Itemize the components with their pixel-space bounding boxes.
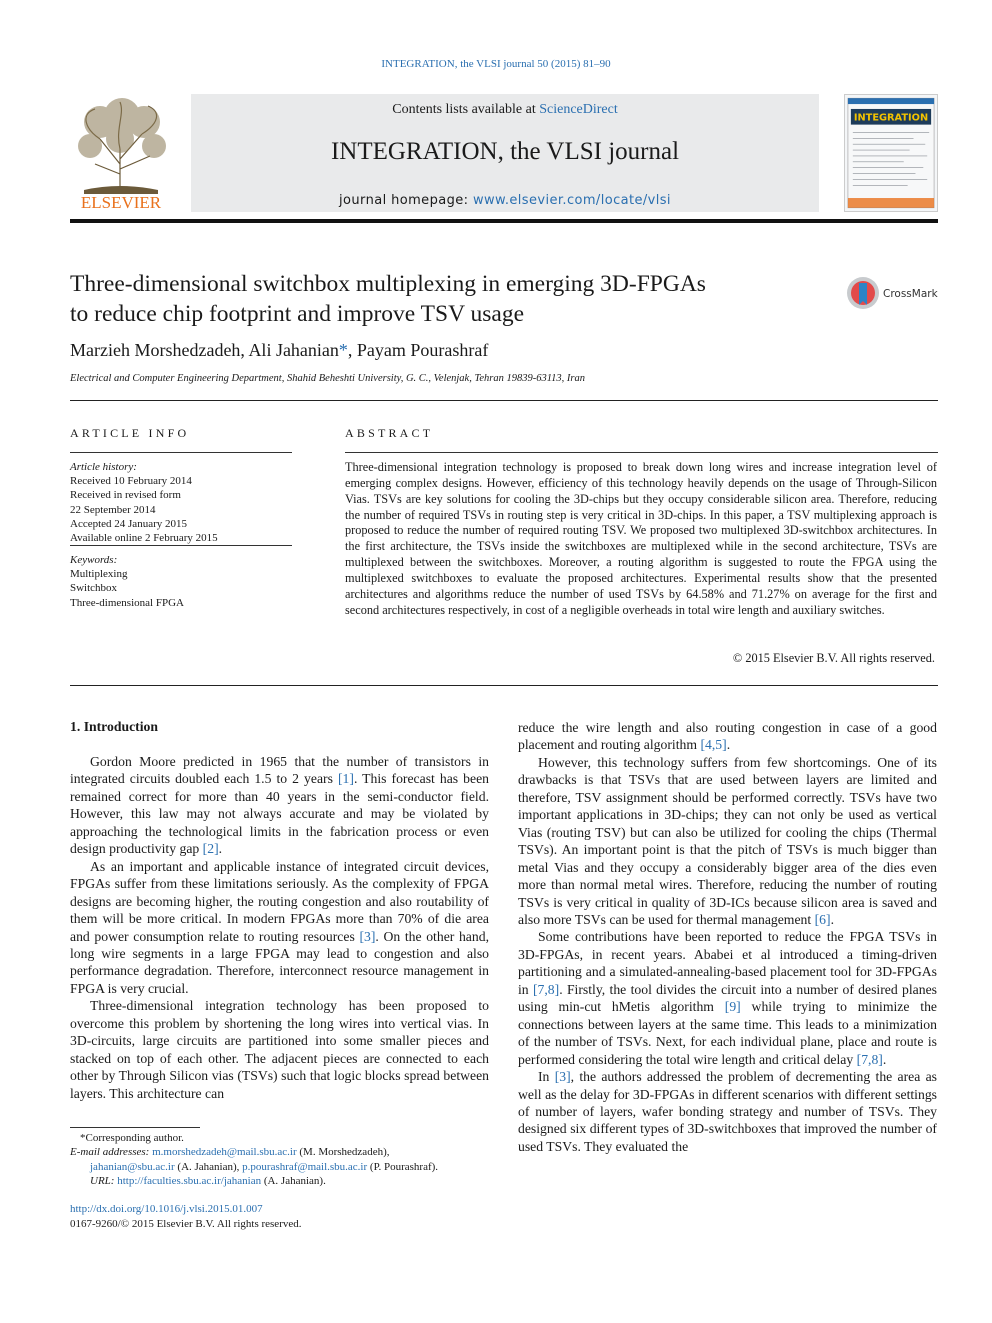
citation-link[interactable]: [1] — [337, 771, 354, 787]
footnotes — [70, 1131, 490, 1189]
intro-paragraph-4: However, this technology suffers from few shortcomings. One of its drawbacks is that TSVs that are used between layers are limited and therefore, TSV assignment should be performed correctly. TSVs have two important applications in 3D-chips; they can not only be used as vertical Vias (routing TSV) but can also be utilized for cooling the chips (Thermal TSVs). An important point is that the pitch of TSVs is much bigger than metal Vias and they occupy a considerably bigger area of the dies even more than normal metal wires. Therefore, reducing the number of routing TSVs is very critical in quality of 3D-ICs because silicon area is saved and also more TSVs can be used for thermal management [6]. — [518, 754, 937, 927]
author-name: , Payam Pourashraf — [347, 340, 489, 360]
body-column-right — [518, 719, 937, 1155]
abstract-heading: ABSTRACT — [345, 426, 434, 440]
title-line-2: to reduce chip footprint and improve TSV usage — [70, 301, 525, 327]
journal-cover-thumbnail-icon[interactable] — [844, 94, 938, 212]
intro-paragraph-5: Some contributions have been reported to reduce the FPGA TSVs in 3D-FPGAs, in recent years. Ababei et al introduced a timing-driven partitioning and a simulated-annealing-based placement tool for 3D-FPGAs in [7,8]. Firstly, the tool divides the circuit into a number of desired planes using min-cut hMetis algorithm [9] while trying to minimize the connections between layers at the same time. This leads to a minimization of the number of TSVs. Next, for each individual plane, place and route is performed considering the total wire length and critical delay [7,8]. — [518, 929, 937, 1067]
title-line-1: Three-dimensional switchbox multiplexing in emerging 3D-FPGAs — [70, 271, 706, 297]
running-head[interactable]: INTEGRATION, the VLSI journal 50 (2015) 81–90 — [381, 58, 611, 70]
email-addresses: E-mail addresses: m.morshedzadeh@mail.sbu.ac.ir (M. Morshedzadeh), jahanian@sbu.ac.ir (A. Jahanian), p.pourashraf@mail.sbu.ac.ir (P. Pourashraf). — [70, 1146, 439, 1173]
article-history — [70, 460, 292, 545]
article-info-rule-top — [70, 452, 292, 453]
elsevier-wordmark: ELSEVIER — [80, 193, 162, 212]
journal-masthead — [70, 94, 938, 212]
intro-paragraph-6: In [3], the authors addressed the problem of decrementing the area as well as the delay for 3D-FPGAs in different scenarios with different settings of number of layers, wafer bonding strategy and number of TSVs. They designed six different types of 3D-switchboxes that improved the number of used TSVs. They evaluated the — [518, 1069, 937, 1154]
intro-paragraph-1: Gordon Moore predicted in 1965 that the number of transistors in integrated circuits doubled each 1.5 to 2 years [1]. This forecast has been remained correct for more than 40 years in the semi-conductor field. However, this law may not always accurate and may be violated by approaching the technological limits in the fabrication process or even design productivity gap [2]. — [70, 754, 489, 857]
keyword-item: Three-dimensional FPGA — [70, 596, 184, 609]
keyword-item: Switchbox — [70, 582, 118, 595]
author-url: URL: http://faculties.sbu.ac.ir/jahanian (A. Jahanian). — [90, 1175, 326, 1188]
intro-paragraph-2: As an important and applicable instance of integrated circuit devices, FPGAs suffer from these limitations seriously. As the complexity of FPGA designs are becoming higher, the routing congestion and also routability of them will be more critical. In modern FPGAs more than 70% of die area and power consumption relate to routing resources [3]. On the other hand, long wire segments in a large FPGA may lead to congestion and also performance degradation. Therefore, interconnect resource management in FPGA is very crucial. — [70, 858, 489, 996]
abstract-rule — [345, 452, 938, 453]
abstract-divider — [70, 685, 938, 686]
issn-line: 0167-9260/© 2015 Elsevier B.V. All rights reserved. — [70, 1217, 302, 1230]
contents-prefix: Contents lists available at — [392, 102, 540, 117]
crossmark-label: CrossMark — [883, 288, 938, 300]
footnote-rule — [70, 1127, 200, 1128]
history-item: Received 10 February 2014 — [70, 475, 192, 488]
affiliation: Electrical and Computer Engineering Department, Shahid Beheshti University, G. C., Velenjak, Tehran 19839-63113, Iran — [70, 373, 586, 384]
keyword-item: Multiplexing — [70, 568, 128, 581]
article-info-rule-mid — [70, 545, 292, 546]
email-link[interactable]: jahanian@sbu.ac.ir — [90, 1160, 175, 1173]
citation-link[interactable]: [4,5] — [700, 737, 727, 753]
header-divider — [70, 400, 938, 401]
masthead-rule — [70, 219, 938, 223]
keywords-label: Keywords: — [70, 554, 118, 566]
article-history-label: Article history: — [70, 461, 137, 473]
abstract-text: Three-dimensional integration technology is proposed to break down long wires and increase integration level of emerging complex designs. However, efficiency of this technology heavily depends on the usage of Through-Silicon Vias. TSVs are key solutions for cooling the 3D-chips but they occupy considerable silicon area. Therefore, reducing the number of required TSVs in routing step is very critical in 3D-chips. In this paper, a TSV multiplexing approach is proposed to reduce the number of required routing TSV. We proposed two multiplexed 3D-switchbox architectures. In the first architecture, the TSVs inside the switchboxes are multiplexed while in the second architecture, TSVs are multiplexed between the switchboxes. Moreover, a routing algorithm is suggested to route the FPGA using the multiplexed switchboxes to evaluate the proposed architectures. Experimental results show that the presented architectures and algorithms reduce the number of used TSVs by 64.58% and 71.27% on average for the first and second architectures respectively, in cost of a negligible overheads in total wire length and auxiliary switches. — [345, 460, 937, 617]
citation-link[interactable]: [3] — [554, 1069, 571, 1085]
author-list — [70, 340, 488, 361]
email-label: E-mail addresses: — [70, 1146, 153, 1159]
history-item: Received in revised form — [70, 489, 181, 502]
citation-link[interactable]: [9] — [724, 999, 741, 1015]
intro-paragraph-3: Three-dimensional integration technology has been proposed to overcome this problem by shortening the long wires into vertical vias. In 3D-circuits, large circuits are partitioned into some smaller pieces and stacked on top of each other. The adjacent pieces are connected to each other by Through Silicon vias (TSVs) such that logic blocks spread between layers. This architecture can — [70, 998, 489, 1101]
body-column-left — [70, 753, 489, 1102]
citation-link[interactable]: [2] — [202, 841, 219, 857]
section-heading-introduction: 1. Introduction — [70, 719, 158, 734]
cover-title: INTEGRATION — [853, 112, 929, 124]
email-link[interactable]: m.morshedzadeh@mail.sbu.ac.ir — [152, 1146, 297, 1159]
masthead-center — [191, 94, 819, 212]
corresponding-author-mark[interactable]: * — [338, 340, 348, 360]
homepage-prefix: journal homepage: — [339, 193, 473, 208]
email-link[interactable]: p.pourashraf@mail.sbu.ac.ir — [242, 1160, 368, 1173]
crossmark-icon[interactable] — [846, 275, 942, 311]
contents-line — [191, 102, 819, 118]
keywords — [70, 553, 292, 610]
doi-link[interactable]: http://dx.doi.org/10.1016/j.vlsi.2015.01.007 — [70, 1203, 263, 1215]
history-item: Available online 2 February 2015 — [70, 532, 218, 545]
intro-paragraph-continued: reduce the wire length and also routing congestion in case of a good placement and routing algorithm [4,5]. — [518, 720, 937, 753]
sciencedirect-link[interactable]: ScienceDirect — [539, 102, 618, 117]
elsevier-tree-logo-icon[interactable] — [70, 94, 172, 212]
author-name: Marzieh Morshedzadeh, — [70, 340, 249, 360]
citation-link[interactable]: [3] — [359, 928, 376, 944]
author-name-corresponding: Ali Jahanian — [248, 340, 339, 360]
citation-link[interactable]: [7,8] — [856, 1051, 883, 1067]
citation-link[interactable]: [6] — [814, 911, 831, 927]
url-label: URL: — [90, 1175, 118, 1188]
history-item: 22 September 2014 — [70, 503, 156, 516]
homepage-line — [191, 193, 819, 208]
article-info-heading: ARTICLE INFO — [70, 426, 190, 440]
doi-block — [70, 1202, 302, 1231]
abstract-copyright: © 2015 Elsevier B.V. All rights reserved. — [732, 651, 935, 665]
history-item: Accepted 24 January 2015 — [70, 517, 187, 530]
article-title — [70, 269, 790, 329]
journal-name: INTEGRATION, the VLSI journal — [330, 138, 680, 165]
corresponding-author-note: *Corresponding author. — [80, 1132, 184, 1144]
citation-link[interactable]: [7,8] — [532, 981, 560, 997]
url-link[interactable]: http://faculties.sbu.ac.ir/jahanian — [117, 1175, 262, 1188]
homepage-link[interactable]: www.elsevier.com/locate/vlsi — [472, 193, 671, 208]
